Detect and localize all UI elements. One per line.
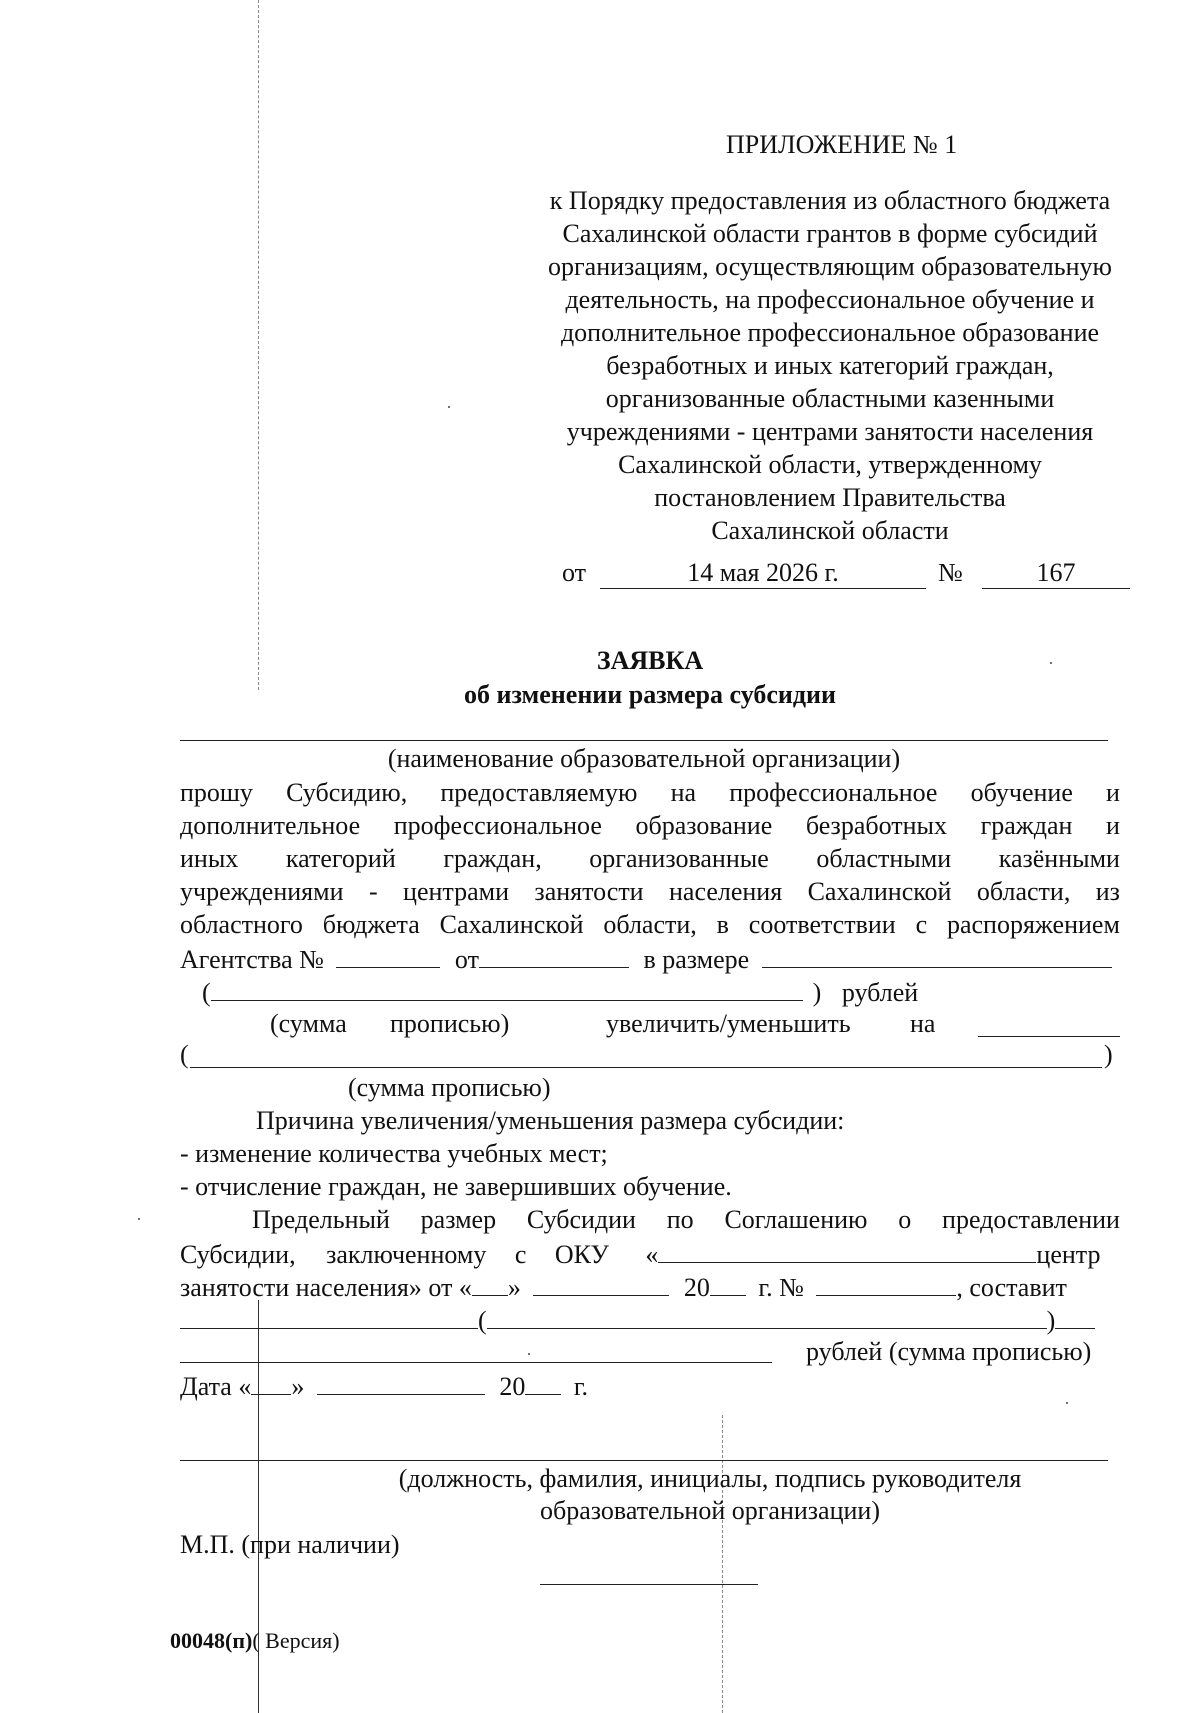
word: ОКУ [554, 1240, 609, 1269]
word: предоставляемую [440, 778, 638, 807]
appendix-line: дополнительное профессиональное образование [560, 318, 1100, 347]
doc-subtitle: об изменении размера субсидии [463, 680, 836, 709]
word: профессиональное [393, 811, 602, 840]
word: - [368, 877, 378, 906]
amount-field[interactable] [762, 943, 1112, 968]
word: Соглашению [724, 1205, 868, 1234]
order-date-field[interactable] [479, 943, 629, 968]
change-words-open: ( [180, 1040, 189, 1069]
scan-artifact-dot [138, 1218, 140, 1220]
limit-amount-field[interactable] [180, 1304, 478, 1329]
word: Сахалинской [439, 910, 584, 939]
by-label: на [910, 1009, 936, 1038]
appendix-number-label: № [938, 558, 963, 587]
word: областными [816, 844, 952, 873]
word: Предельный [252, 1205, 390, 1234]
word: занятости населения» от « [180, 1273, 472, 1302]
footer-version: ( Версия) [252, 1628, 340, 1653]
word: центр [1036, 1240, 1101, 1269]
word: по [666, 1205, 694, 1234]
word: с [514, 1240, 527, 1269]
limit-line-4 [180, 1304, 1095, 1336]
scan-artifact-line [258, 0, 259, 690]
paragraph-line [180, 844, 1120, 874]
stamp-label: М.П. (при наличии) [180, 1530, 400, 1559]
word: из [1095, 877, 1120, 906]
word: предоставлении [942, 1205, 1120, 1234]
scan-artifact-dot [528, 1353, 530, 1355]
paragraph-line [180, 778, 1120, 808]
reason-item: - отчисление граждан, не завершивших обучение. [180, 1172, 732, 1201]
word: о [898, 1205, 912, 1234]
scan-artifact-dot [448, 406, 450, 408]
word: областного [180, 910, 303, 939]
appendix-from-label: от [562, 558, 587, 587]
limit-line-2 [180, 1238, 1120, 1270]
word: распоряжением [946, 910, 1120, 939]
word: Субсидии, [180, 1240, 296, 1269]
sum-words-label-2: прописью) [390, 1009, 510, 1038]
word: обучение [970, 778, 1073, 807]
signature-field[interactable] [180, 1460, 1108, 1461]
agency-line [180, 943, 1112, 975]
footer-code [170, 1626, 340, 1656]
limit-tail-field[interactable] [1055, 1304, 1095, 1329]
appendix-line: организованные областными казенными [605, 384, 1055, 413]
appendix-line: Сахалинской области грантов в форме субсидий [562, 219, 1098, 248]
agency-label: Агентства № [180, 945, 324, 974]
date-line [180, 1370, 588, 1402]
number-label: г. № [758, 1273, 804, 1302]
year-prefix: 20 [499, 1372, 526, 1401]
footer-code-number: 00048(п) [170, 1628, 253, 1653]
amount-words-line [202, 976, 918, 1008]
limit-words-field[interactable] [487, 1304, 1047, 1329]
change-words-close: ) [1104, 1040, 1113, 1069]
appendix-line: деятельность, на профессиональное обучение и [565, 285, 1095, 314]
word: дополнительное [180, 811, 361, 840]
amount-label: в размере [643, 945, 750, 974]
change-label: увеличить/уменьшить [606, 1009, 851, 1038]
limit-words-field-2[interactable] [180, 1362, 772, 1363]
sum-words-label: (сумма [270, 1009, 347, 1038]
scan-artifact-dot [1066, 1402, 1068, 1404]
word: заключенному [326, 1240, 487, 1269]
agreement-year-field[interactable] [710, 1271, 746, 1296]
center-name-field[interactable] [658, 1238, 1036, 1263]
open-paren: ( [478, 1306, 487, 1335]
quote-open: « [645, 1240, 659, 1269]
signature-caption: (должность, фамилия, инициалы, подпись руководителя [398, 1464, 1022, 1493]
word: и [1106, 778, 1120, 807]
word: , составит [956, 1273, 1067, 1302]
reason-item: - изменение количества учебных мест; [180, 1139, 608, 1168]
org-name-caption: (наименование образовательной организации) [387, 744, 901, 773]
word: в [716, 910, 729, 939]
date-label: Дата « [180, 1372, 252, 1401]
doc-title: ЗАЯВКА [596, 646, 704, 675]
change-amount-field[interactable] [978, 1036, 1120, 1037]
amount-words-field[interactable] [211, 976, 803, 1001]
paragraph-line [180, 910, 1120, 940]
appendix-line: Сахалинской области [711, 516, 949, 545]
quote-close: » [291, 1372, 305, 1401]
agreement-month-field[interactable] [533, 1271, 669, 1296]
year-prefix: 20 [683, 1273, 710, 1302]
agreement-day-field[interactable] [472, 1271, 508, 1296]
word: на [670, 778, 697, 807]
org-name-field[interactable] [180, 740, 1108, 741]
word: граждан [980, 811, 1073, 840]
agreement-number-field[interactable] [816, 1271, 956, 1296]
word: организованные [589, 844, 769, 873]
order-number-field[interactable] [336, 943, 440, 968]
appendix-date: 14 мая 2026 г. [600, 558, 926, 589]
word: профессиональное [729, 778, 938, 807]
word: Сахалинской [807, 877, 952, 906]
signature-caption: образовательной организации) [540, 1496, 880, 1525]
from-label: от [454, 945, 479, 974]
word: Субсидию, [286, 778, 408, 807]
date-day-field[interactable] [251, 1370, 291, 1395]
word: казёнными [998, 844, 1120, 873]
sum-caption: (сумма прописью) [348, 1073, 551, 1102]
word: области, [976, 877, 1071, 906]
appendix-line: безработных и иных категорий граждан, [606, 351, 1054, 380]
paragraph-line [180, 877, 1120, 907]
word: граждан, [443, 844, 542, 873]
open-paren: ( [202, 978, 211, 1007]
change-words-field[interactable] [190, 1067, 1102, 1068]
word: образование [635, 811, 773, 840]
word: области, [603, 910, 697, 939]
paragraph-line [252, 1205, 1120, 1235]
word: населения [669, 877, 783, 906]
close-paren: ) [1046, 1306, 1056, 1335]
year-suffix: г. [573, 1372, 589, 1401]
quote-close: » [507, 1273, 521, 1302]
appendix-line: к Порядку предоставления из областного бюджета [549, 186, 1111, 215]
word: прошу [180, 778, 253, 807]
appendix-line: постановлением Правительства [654, 483, 1006, 512]
limit-rubles-label: рублей (сумма прописью) [806, 1337, 1092, 1366]
paragraph-line [180, 811, 1120, 841]
word: Субсидии [526, 1205, 636, 1234]
limit-line-3 [180, 1271, 1067, 1303]
word: и [1106, 811, 1120, 840]
date-year-field[interactable] [525, 1370, 561, 1395]
word: размер [420, 1205, 497, 1234]
appendix-line: организациям, осуществляющим образовательную [548, 252, 1112, 281]
close-paren: ) [812, 978, 822, 1007]
rubles-label: рублей [841, 978, 919, 1007]
word: иных [180, 844, 239, 873]
appendix-line: учреждениями - центрами занятости населения [566, 417, 1094, 446]
word: занятости [534, 877, 644, 906]
word: соответствии [748, 910, 896, 939]
word: учреждениями [180, 877, 344, 906]
date-month-field[interactable] [317, 1370, 485, 1395]
appendix-title: ПРИЛОЖЕНИЕ № 1 [726, 130, 958, 159]
word: категорий [285, 844, 396, 873]
word: бюджета [322, 910, 420, 939]
word: безработных [805, 811, 947, 840]
appendix-line: Сахалинской области, утвержденному [618, 450, 1042, 479]
appendix-number: 167 [982, 558, 1130, 589]
stamp-signature-field[interactable] [540, 1584, 758, 1585]
word: центрами [403, 877, 509, 906]
reason-title: Причина увеличения/уменьшения размера субсидии: [256, 1106, 845, 1135]
word: с [915, 910, 928, 939]
